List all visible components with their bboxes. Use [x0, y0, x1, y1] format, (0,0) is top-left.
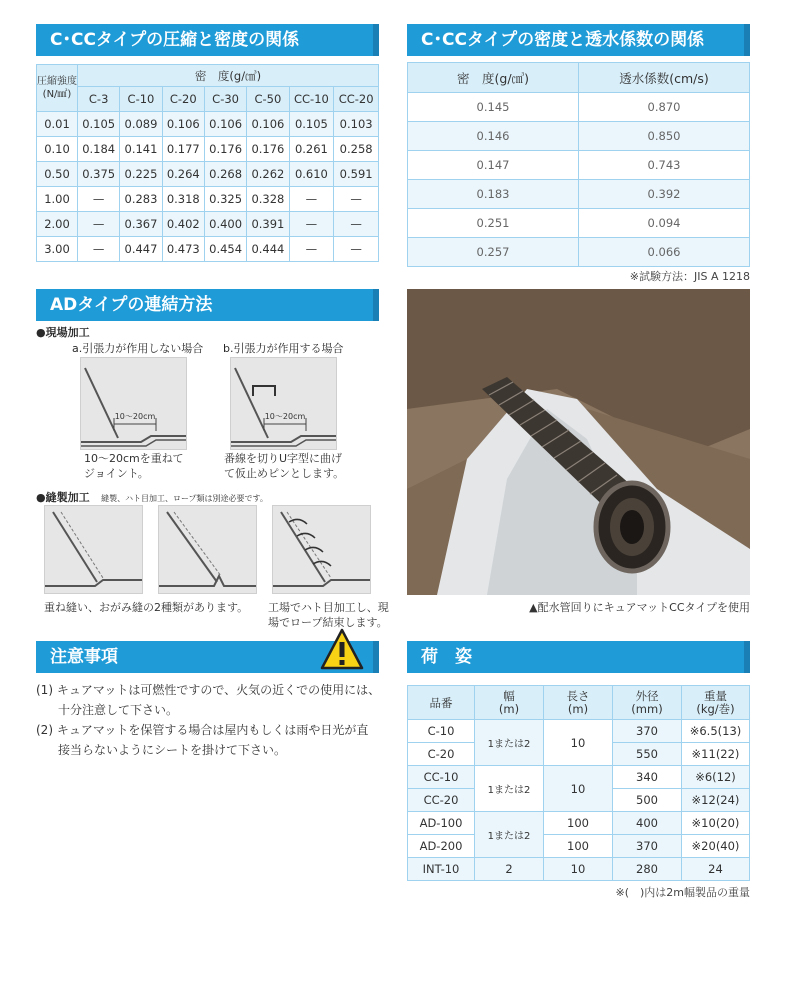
drain-pipe-photo: [407, 289, 750, 595]
density-column-header: CC-10: [289, 87, 334, 112]
case-b-label: b.引張力が作用する場合: [223, 342, 344, 355]
density-value: 0.251: [408, 209, 579, 238]
standing-seam-diagram: [158, 505, 257, 594]
pressure-header: 圧縮強度 (N/㎟): [37, 65, 78, 112]
table-row: [408, 209, 750, 238]
table-row: INT-10 2 10 280 24: [408, 858, 750, 881]
density-value: 0.103: [334, 112, 379, 137]
permeability-value: 0.066: [579, 238, 750, 267]
density-value: 0.264: [162, 162, 204, 187]
grommet-rope-diagram: [272, 505, 371, 594]
table-row: [37, 237, 379, 262]
density-value: 0.375: [78, 162, 120, 187]
package-table: [407, 685, 750, 881]
dim-label-a: 10～20cm: [114, 412, 156, 421]
permeability-value: 0.870: [579, 93, 750, 122]
density-column-header: CC-20: [334, 87, 379, 112]
density-value: 0.402: [162, 212, 204, 237]
density-value: —: [289, 187, 334, 212]
density-value: —: [334, 187, 379, 212]
density-value: 0.106: [162, 112, 204, 137]
density-group-header: 密 度(g/㎤): [78, 65, 379, 87]
drain-pipe-illustration: [407, 289, 750, 595]
density-value: 0.106: [247, 112, 289, 137]
table-row: AD-200 100 370 ※20(40): [408, 835, 750, 858]
table-row: [408, 238, 750, 267]
caution-item-2-cont: 接当らないようにシートを掛けて下さい。: [58, 743, 287, 757]
density-value: 0.176: [204, 137, 246, 162]
table-row: [408, 180, 750, 209]
pressure-value: 0.10: [37, 137, 78, 162]
sewing-note: 縫製、ハト目加工、ロープ類は別途必要です。: [101, 494, 268, 503]
connection-section-title: ADタイプの連結方法: [36, 289, 379, 321]
permeability-header: 透水係数(cm/s): [579, 63, 750, 93]
density-column-header: C-20: [162, 87, 204, 112]
pressure-value: 3.00: [37, 237, 78, 262]
density-value: 0.400: [204, 212, 246, 237]
density-value: —: [334, 212, 379, 237]
density-value: 0.141: [120, 137, 162, 162]
density-value: 0.447: [120, 237, 162, 262]
density-value: —: [78, 237, 120, 262]
compression-section-title: C･CCタイプの圧縮と密度の関係: [36, 24, 379, 56]
table-row: C-10 1または2 10 370 ※6.5(13): [408, 720, 750, 743]
density-value: 0.610: [289, 162, 334, 187]
density-value: 0.444: [247, 237, 289, 262]
density-value: 0.184: [78, 137, 120, 162]
table-row: [37, 187, 379, 212]
package-section-title: 荷 姿: [407, 641, 750, 673]
caution-item-1: (1) キュアマットは可燃性ですので、火気の近くでの使用には、: [36, 683, 381, 697]
density-value: 0.268: [204, 162, 246, 187]
density-value: 0.328: [247, 187, 289, 212]
length-header: 長さ (m): [544, 686, 613, 720]
density-value: 0.105: [78, 112, 120, 137]
permeability-value: 0.850: [579, 122, 750, 151]
caution-item-2: (2) キュアマットを保管する場合は屋内もしくは雨や日光が直: [36, 723, 369, 737]
table-row: [37, 112, 379, 137]
density-value: 0.147: [408, 151, 579, 180]
caption-d: 工場でハト目加工し、現 場でロープ結束します。: [268, 601, 389, 629]
permeability-value: 0.094: [579, 209, 750, 238]
permeability-table: [407, 62, 750, 267]
table-row: [408, 93, 750, 122]
density-value: 0.106: [204, 112, 246, 137]
density-header: 密 度(g/㎤): [408, 63, 579, 93]
density-column-header: C-30: [204, 87, 246, 112]
table-row: [408, 151, 750, 180]
caption-b: 番線を切りU字型に曲げ て仮止めピンとします。: [224, 452, 345, 480]
test-method-note: ※試験方法：JIS A 1218: [629, 270, 750, 283]
caption-a: 10～20cmを重ねて ジョイント。: [84, 452, 184, 480]
code-header: 品番: [408, 686, 475, 720]
standing-seam-drawing: [159, 506, 256, 593]
density-value: 0.258: [334, 137, 379, 162]
case-a-label: a.引張力が作用しない場合: [72, 342, 204, 355]
density-value: 0.454: [204, 237, 246, 262]
permeability-value: 0.743: [579, 151, 750, 180]
density-value: —: [289, 237, 334, 262]
density-value: —: [289, 212, 334, 237]
lap-seam-drawing: [45, 506, 142, 593]
density-value: 0.183: [408, 180, 579, 209]
table-row: [408, 122, 750, 151]
density-column-header: C-10: [120, 87, 162, 112]
density-value: 0.089: [120, 112, 162, 137]
weight-header: 重量 (kg/巻): [682, 686, 750, 720]
density-value: 0.473: [162, 237, 204, 262]
pressure-value: 2.00: [37, 212, 78, 237]
density-value: 0.591: [334, 162, 379, 187]
compression-table: [36, 64, 379, 262]
photo-caption: ▲配水管回りにキュアマットCCタイプを使用: [529, 601, 750, 614]
warning-icon: [320, 628, 364, 674]
permeability-value: 0.392: [579, 180, 750, 209]
pressure-value: 0.50: [37, 162, 78, 187]
pressure-value: 1.00: [37, 187, 78, 212]
density-column-header: C-3: [78, 87, 120, 112]
width-header: 幅 (m): [475, 686, 544, 720]
grommet-rope-drawing: [273, 506, 370, 593]
density-value: 0.225: [120, 162, 162, 187]
density-value: 0.146: [408, 122, 579, 151]
caption-c: 重ね縫い、おがみ縫の2種類があります。: [44, 601, 249, 614]
density-value: —: [78, 187, 120, 212]
table-row: [37, 137, 379, 162]
caution-item-1-cont: 十分注意して下さい。: [58, 703, 179, 717]
diameter-header: 外径 (mm): [613, 686, 682, 720]
caution-list: [36, 680, 386, 760]
density-value: 0.257: [408, 238, 579, 267]
table-row: AD-100 1または2 100 400 ※10(20): [408, 812, 750, 835]
density-value: 0.176: [247, 137, 289, 162]
sewing-heading: ●縫製加工 縫製、ハト目加工、ロープ類は別途必要です。: [36, 491, 268, 504]
weight-note: ※( )内は2m幅製品の重量: [615, 886, 750, 899]
overlap-joint-diagram: [80, 357, 187, 450]
density-value: 0.325: [204, 187, 246, 212]
dim-label-b: 10～20cm: [264, 412, 306, 421]
density-value: 0.262: [247, 162, 289, 187]
density-value: 0.105: [289, 112, 334, 137]
density-value: —: [78, 212, 120, 237]
permeability-section-title: C･CCタイプの密度と透水係数の関係: [407, 24, 750, 56]
overlap-joint-drawing: [81, 358, 186, 449]
u-pin-joint-diagram: [230, 357, 337, 450]
density-value: 0.145: [408, 93, 579, 122]
pressure-value: 0.01: [37, 112, 78, 137]
table-row: CC-10 1または2 10 340 ※6(12): [408, 766, 750, 789]
table-row: [37, 162, 379, 187]
density-value: 0.177: [162, 137, 204, 162]
density-value: 0.318: [162, 187, 204, 212]
density-value: 0.367: [120, 212, 162, 237]
density-value: —: [334, 237, 379, 262]
table-row: CC-20 500 ※12(24): [408, 789, 750, 812]
field-heading: ●現場加工: [36, 326, 90, 339]
table-row: C-20 550 ※11(22): [408, 743, 750, 766]
caution-section-title: 注意事項: [36, 641, 379, 673]
density-value: 0.261: [289, 137, 334, 162]
u-pin-drawing: [231, 358, 336, 449]
lap-seam-diagram: [44, 505, 143, 594]
density-value: 0.391: [247, 212, 289, 237]
density-column-header: C-50: [247, 87, 289, 112]
density-value: 0.283: [120, 187, 162, 212]
table-row: [37, 212, 379, 237]
